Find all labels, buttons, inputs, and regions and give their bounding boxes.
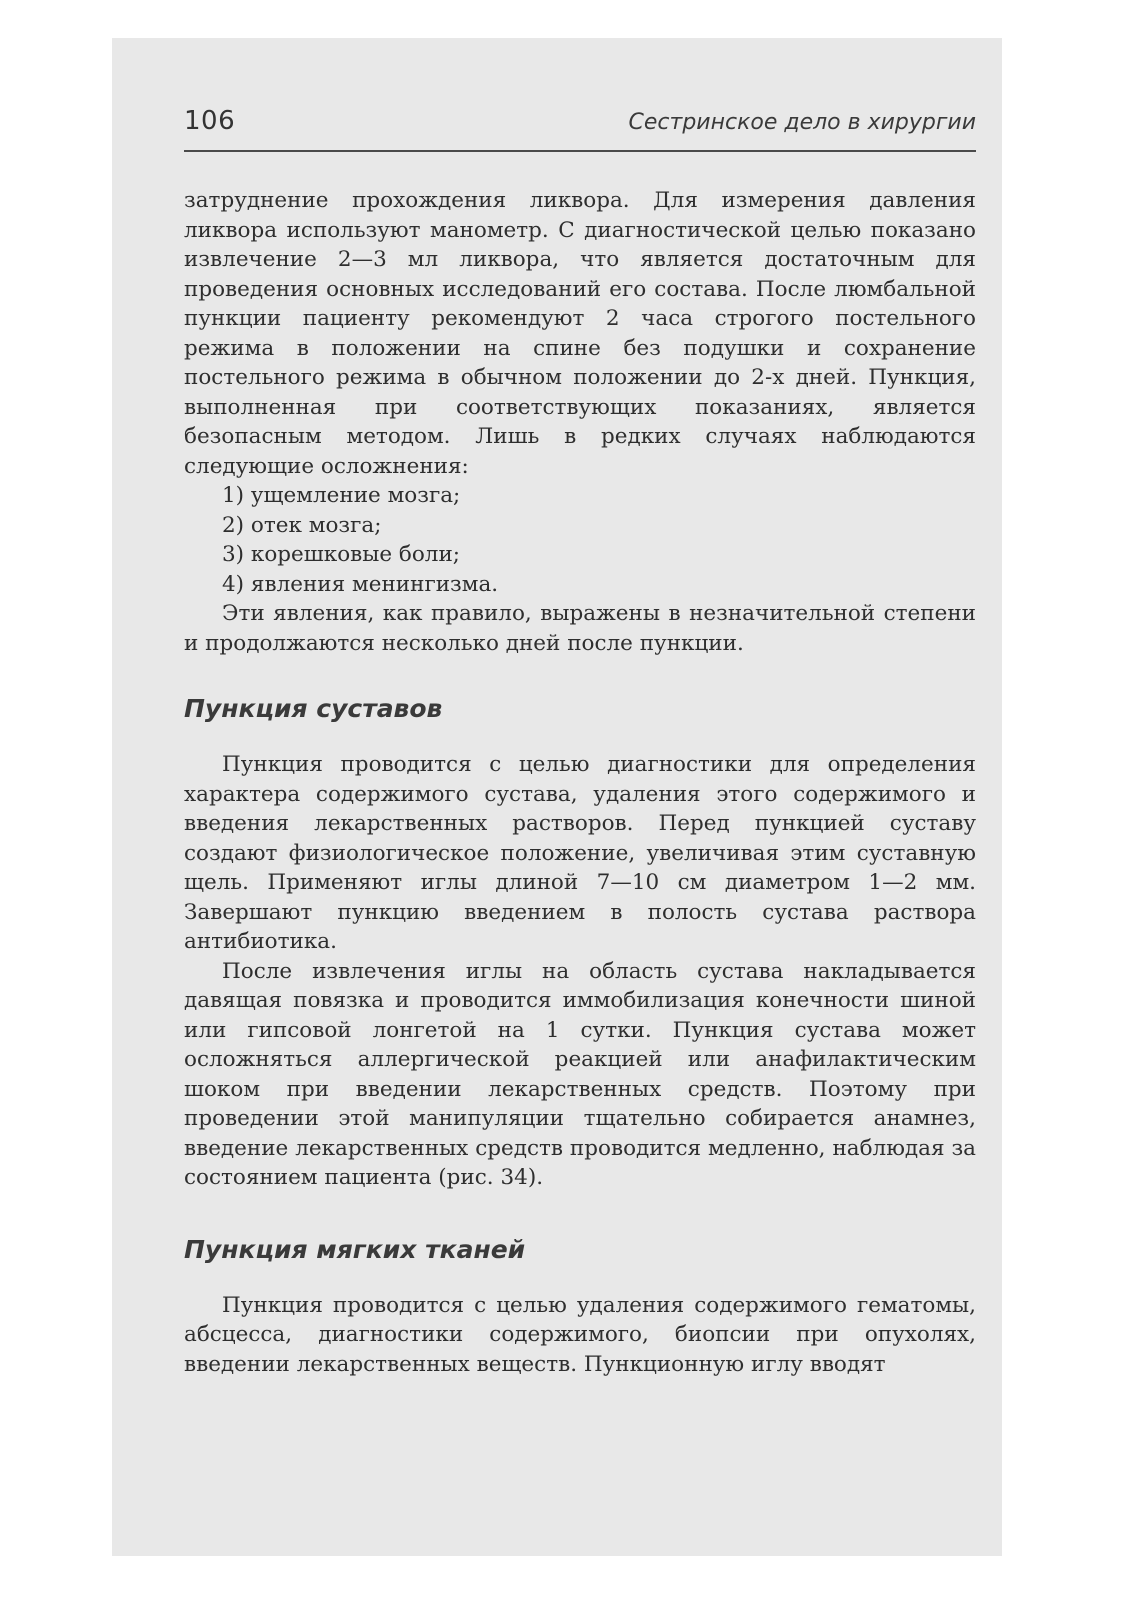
- soft-tissue-paragraph: Пункция проводится с целью удаления содержимого гематомы, абсцесса, диагностики содержимого, биопсии при опухолях, введении лекарственных веществ. Пункционную иглу вводят: [184, 1292, 976, 1377]
- list-item: 2) отек мозга;: [222, 512, 382, 538]
- running-title: Сестринское дело в хирургии: [628, 110, 976, 135]
- book-page: [112, 38, 1002, 1556]
- page-header: [184, 104, 976, 152]
- section-heading-joints: Пункция суставов: [184, 694, 443, 723]
- page-number: 106: [184, 106, 236, 136]
- section-heading-soft-tissue: Пункция мягких тканей: [184, 1234, 526, 1264]
- list-item: 1) ущемление мозга;: [222, 483, 461, 508]
- complications-list: [184, 481, 976, 599]
- joints-paragraph: Пункция проводится с целью диагностики для определения характера содержимого сустава, удаления этого содержимого и введения лекарственных растворов. Перед пункцией суставу создают физиологическое положение, увеличивая этим суставную щель. Применяют иглы длиной 7—10 см диаметром 1—2 мм. Завершают пункцию введением в полость сустава раствора антибиотика.: [184, 752, 976, 954]
- intro-paragraph: затруднение прохождения ликвора. Для измерения давления ликвора используют манометр. С диагностической целью показано извлечение 2—3 мл ликвора, что является достаточным для проведения основных исследований его состава. После люмбальной пункции пациенту рекомендуют 2 часа строгого постельного режима в положении на спине без подушки и сохранение постельного режима в обычном положении до 2-х дней. Пункция, выполненная при соответствующих показаниях, является безопасным методом. Лишь в редких случаях наблюдаются следующие осложнения:: [184, 188, 976, 479]
- joints-paragraph: После извлечения иглы на область сустава накладывается давящая повязка и проводится иммобилизация конечности шиной или гипсовой лонгетой на 1 сутки. Пункция сустава может осложняться аллергической реакцией или анафилактическим шоком при введении лекарственных средств. Поэтому при проведении этой манипуляции тщательно собирается анамнез, введение лекарственных средств проводится медленно, наблюдая за состоянием пациента (рис. 34).: [184, 958, 976, 1190]
- closing-paragraph: Эти явления, как правило, выражены в незначительной степени и продолжаются несколько дней после пункции.: [184, 601, 976, 656]
- page-body: [184, 186, 976, 1379]
- list-item: 4) явления менингизма.: [222, 571, 499, 597]
- list-item: 3) корешковые боли;: [222, 542, 461, 567]
